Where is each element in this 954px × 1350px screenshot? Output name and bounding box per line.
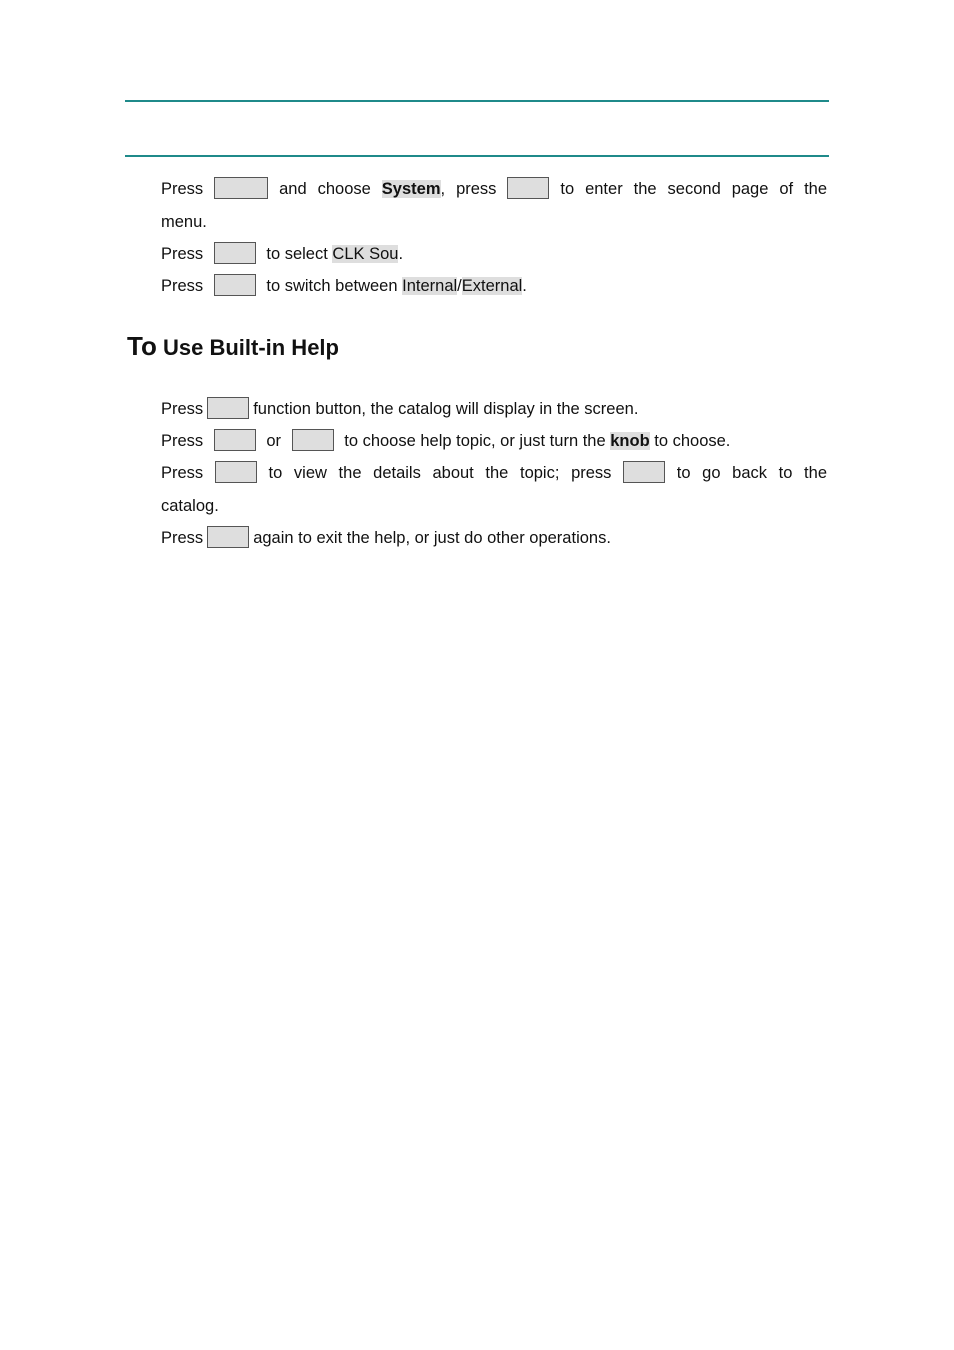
- instruction-text: again to exit the help, or just do other operations.: [253, 529, 611, 547]
- clk-step-1: [161, 177, 827, 201]
- utility-key[interactable]: [214, 177, 268, 199]
- instruction-text: menu.: [161, 213, 207, 231]
- instruction-text: to choose.: [654, 432, 731, 450]
- help-step-3-continued: [161, 494, 827, 518]
- press-text: Press: [161, 464, 204, 482]
- instruction-text: and choose: [279, 180, 371, 198]
- help-step-2: [161, 429, 827, 453]
- help-key[interactable]: [207, 526, 249, 548]
- press-text: Press: [161, 277, 204, 295]
- knob-label: knob: [610, 432, 650, 450]
- help-step-4: [161, 526, 827, 550]
- press-text: press: [456, 180, 497, 198]
- instruction-text: function button, the catalog will display in the screen.: [253, 400, 639, 418]
- clk-step-1-continued: [161, 210, 827, 234]
- menu-option-clk-sou: CLK Sou: [332, 245, 399, 263]
- press-text: Press: [161, 432, 204, 450]
- instruction-text: to view the details about the topic; press: [268, 464, 612, 482]
- page-down-key[interactable]: [507, 177, 549, 199]
- punctuation: /: [457, 277, 462, 295]
- menu-softkey[interactable]: [214, 274, 256, 296]
- help-step-1: [161, 397, 827, 421]
- section-heading: [127, 330, 339, 362]
- clk-step-3: [161, 274, 827, 298]
- instruction-text: catalog.: [161, 497, 219, 515]
- down-key[interactable]: [292, 429, 334, 451]
- punctuation: .: [522, 277, 527, 295]
- header-top-rule: [125, 100, 829, 102]
- instruction-text: or: [266, 432, 282, 450]
- press-text: Press: [161, 245, 204, 263]
- press-text: Press: [161, 400, 204, 418]
- option-internal: Internal: [402, 277, 458, 295]
- punctuation: ,: [440, 180, 446, 198]
- press-text: Press: [161, 180, 204, 198]
- menu-softkey[interactable]: [214, 242, 256, 264]
- option-external: External: [461, 277, 523, 295]
- heading-text: Use Built-in Help: [162, 335, 339, 360]
- instruction-text: to choose help topic, or just turn the: [344, 432, 606, 450]
- help-key[interactable]: [207, 397, 249, 419]
- press-text: Press: [161, 529, 204, 547]
- instruction-text: to go back to the: [676, 464, 827, 482]
- instruction-text: to switch between: [266, 277, 398, 295]
- heading-lead: To: [127, 331, 157, 361]
- header-bottom-rule: [125, 155, 829, 157]
- instruction-text: to select: [266, 245, 328, 263]
- punctuation: .: [398, 245, 404, 263]
- menu-option-system: System: [381, 180, 441, 198]
- view-key[interactable]: [215, 461, 257, 483]
- help-step-3: [161, 461, 827, 485]
- clk-step-2: [161, 242, 827, 266]
- back-key[interactable]: [623, 461, 665, 483]
- up-key[interactable]: [214, 429, 256, 451]
- instruction-text: to enter the second page of the: [560, 180, 828, 198]
